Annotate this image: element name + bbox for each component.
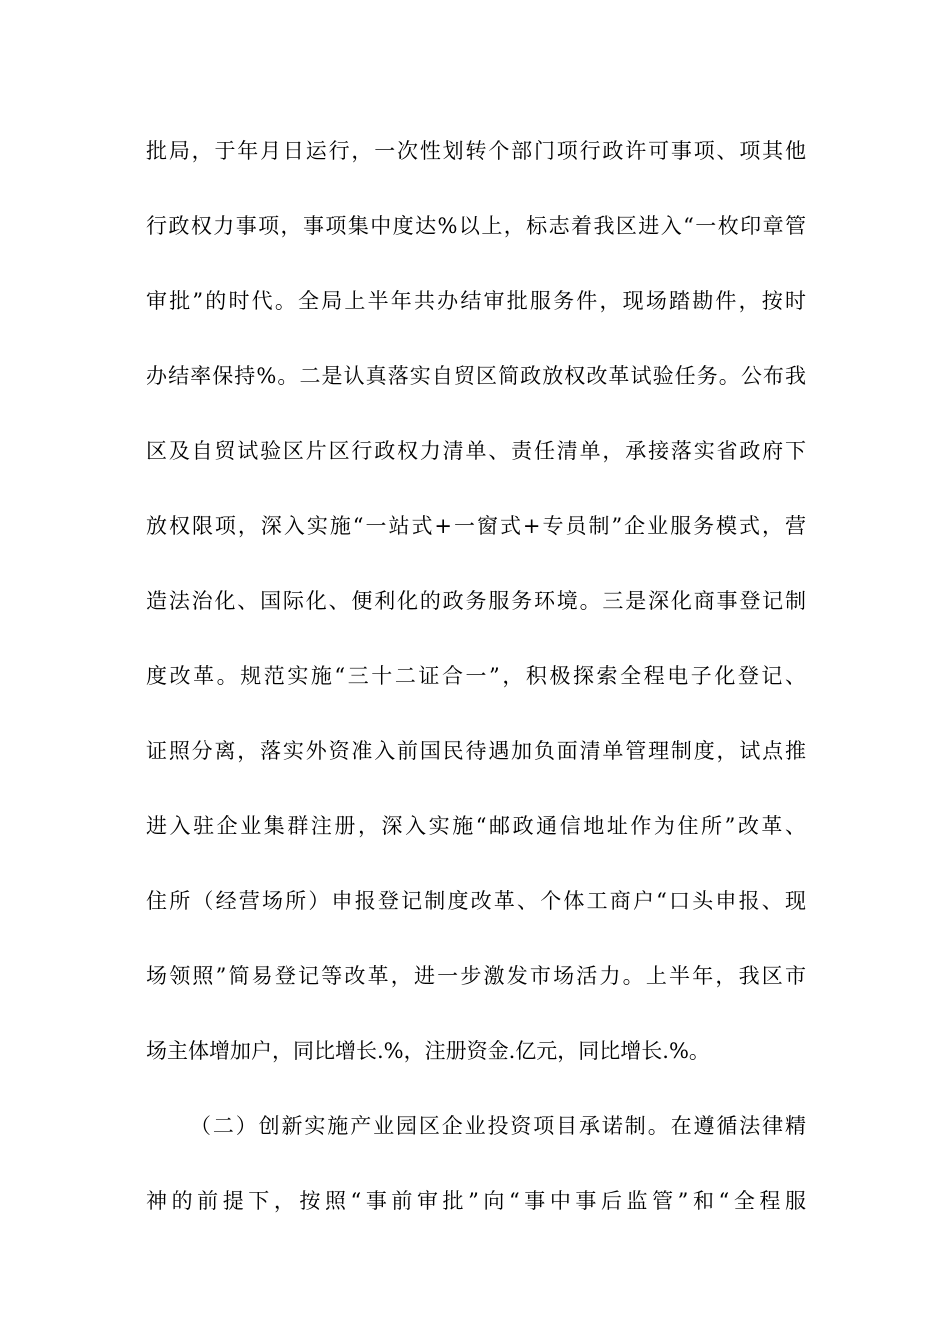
- paragraph-line: 区及自贸试验区片区行政权力清单、责任清单，承接落实省政府下: [146, 439, 806, 463]
- paragraph-line: 办结率保持%。二是认真落实自贸区简政放权改革试验任务。公布我: [146, 364, 806, 388]
- paragraph-line: （二）创新实施产业园区企业投资项目承诺制。在遵循法律精: [190, 1114, 806, 1138]
- paragraph-line: 放权限项，深入实施“一站式+一窗式+专员制”企业服务模式，营: [146, 514, 806, 538]
- paragraph-line: 进入驻企业集群注册，深入实施“邮政通信地址作为住所”改革、: [146, 814, 806, 838]
- paragraph-line: 批局，于年月日运行，一次性划转个部门项行政许可事项、项其他: [146, 139, 806, 163]
- paragraph-line: 造法治化、国际化、便利化的政务服务环境。三是深化商事登记制: [146, 589, 806, 613]
- paragraph-line: 证照分离，落实外资准入前国民待遇加负面清单管理制度，试点推: [146, 739, 806, 763]
- paragraph-line: 场领照”简易登记等改革，进一步激发市场活力。上半年，我区市: [146, 964, 806, 988]
- paragraph-line: 场主体增加户，同比增长.%，注册资金.亿元，同比增长.%。: [146, 1039, 710, 1063]
- paragraph-line: 审批”的时代。全局上半年共办结审批服务件，现场踏勘件，按时: [146, 289, 806, 313]
- paragraph-line: 神的前提下，按照“事前审批”向“事中事后监管”和“全程服: [146, 1189, 806, 1213]
- paragraph-line: 住所（经营场所）申报登记制度改革、个体工商户“口头申报、现: [146, 889, 806, 913]
- paragraph-line: 度改革。规范实施“三十二证合一”，积极探索全程电子化登记、: [146, 664, 806, 688]
- paragraph-line: 行政权力事项，事项集中度达%以上，标志着我区进入“一枚印章管: [146, 214, 806, 238]
